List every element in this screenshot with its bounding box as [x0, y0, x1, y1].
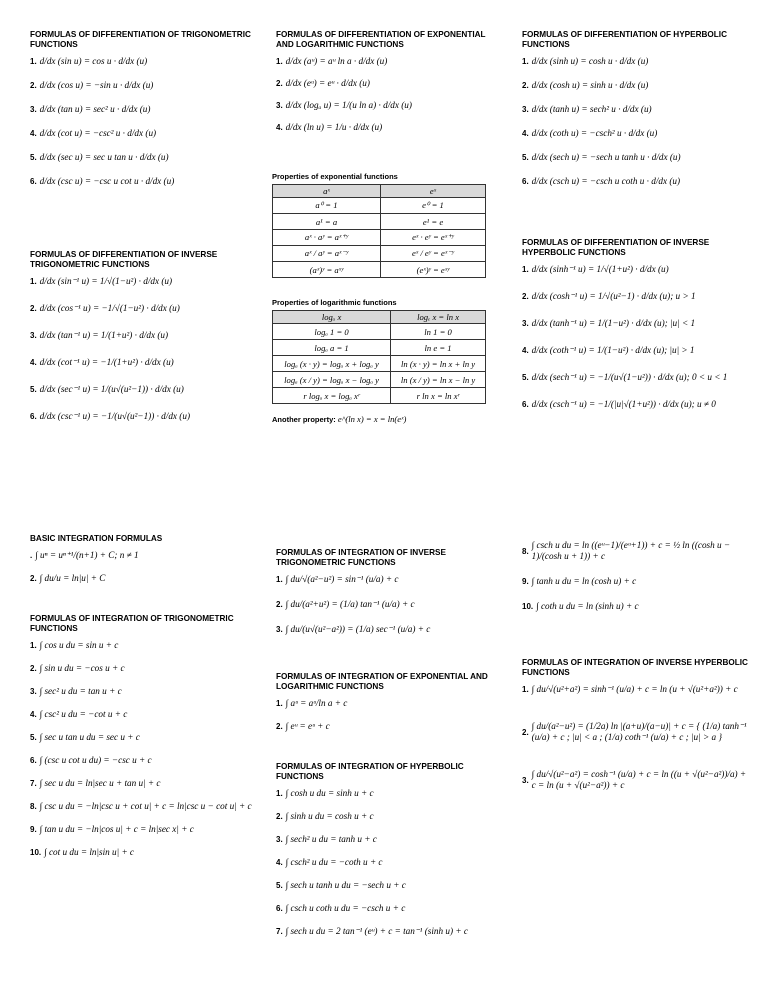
diff-inv-hyp-section	[522, 238, 752, 426]
formula-item	[30, 176, 255, 187]
formula-item	[30, 330, 255, 341]
formula-text: ∫ du/(u√(u²−a²)) = (1/a) sec⁻¹ (u/a) + c	[285, 624, 431, 634]
table-cell: (eˣ)ʸ = eˣʸ	[380, 262, 485, 278]
formula-number: 2.	[522, 727, 529, 737]
table-cell: e¹ = e	[380, 214, 485, 230]
table-header: eˣ	[380, 185, 485, 198]
table-row	[273, 356, 486, 372]
formula-text: ∫ csc² u du = −cot u + c	[39, 709, 128, 719]
formula-number: 2.	[276, 722, 283, 731]
int-trig-heading: FORMULAS OF INTEGRATION OF TRIGONOMETRIC FUNCTIONS	[30, 614, 234, 633]
formula-number: 2.	[522, 292, 529, 301]
formula-number: 3.	[522, 775, 529, 785]
formula-item	[276, 574, 501, 585]
formula-item	[30, 128, 255, 139]
formula-item	[522, 104, 752, 115]
formula-text: ∫ du/√(u²+a²) = sinh⁻¹ (u/a) + c = ln (u + √(u²+a²)) + c	[531, 684, 738, 694]
formula-item	[276, 100, 501, 111]
formula-item	[522, 601, 752, 612]
formula-text: d/dx (csch u) = −csch u coth u · d/dx (u)	[531, 176, 681, 186]
formula-text: d/dx (sinh u) = cosh u · d/dx (u)	[531, 56, 649, 66]
formula-number: 5.	[276, 881, 283, 890]
formula-text: ∫ uⁿ = uⁿ⁺¹/(n+1) + C; n ≠ 1	[35, 550, 139, 560]
formula-number: 4.	[276, 858, 283, 867]
formula-item	[30, 755, 255, 766]
table-cell: ln (x · y) = ln x + ln y	[391, 356, 486, 372]
formula-text: d/dx (cot⁻¹ u) = −1/(1+u²) · d/dx (u)	[39, 357, 174, 367]
formula-item	[276, 698, 501, 709]
table-row	[273, 214, 486, 230]
int-trig-section	[30, 614, 255, 870]
formula-item	[522, 372, 752, 383]
formula-text: d/dx (cos u) = −sin u · d/dx (u)	[39, 80, 154, 90]
exp-props-title: Properties of exponential functions	[272, 172, 398, 181]
formula-number: 5.	[30, 385, 37, 394]
formula-text: d/dx (sin⁻¹ u) = 1/√(1−u²) · d/dx (u)	[39, 276, 173, 286]
exp-props-table	[272, 184, 486, 278]
formula-text: ∫ du/(a²−u²) = (1/2a) ln |(a+u)/(a−u)| + c = { (1/a) tanh⁻¹ (u/a) + c ; |u| < a ; (1/a) coth⁻¹ (u/a) + c ; |u| > a }	[531, 721, 747, 742]
formula-number: 10.	[522, 602, 534, 611]
exp-props-section	[272, 172, 487, 278]
formula-item	[522, 152, 752, 163]
formula-number: 5.	[30, 153, 37, 162]
int-hyp-section	[276, 762, 501, 949]
formula-text: d/dx (cosh u) = sinh u · d/dx (u)	[531, 80, 649, 90]
table-cell: logₐ (x / y) = logₐ x − logₐ y	[273, 372, 391, 388]
formula-item	[30, 152, 255, 163]
formula-item	[522, 128, 752, 139]
table-row	[273, 262, 486, 278]
formula-text: ∫ csch u coth u du = −csch u + c	[285, 903, 406, 913]
formula-text: d/dx (csch⁻¹ u) = −1/(|u|√(1+u²)) · d/dx (u); u ≠ 0	[531, 399, 716, 409]
formula-item	[276, 880, 501, 891]
formula-item	[522, 576, 752, 587]
formula-item	[276, 624, 501, 635]
formula-number: 4.	[30, 710, 37, 719]
formula-text: ∫ du/u = ln|u| + C	[39, 573, 106, 583]
formula-item	[30, 847, 255, 858]
table-cell: r logₐ x = logₐ xʳ	[273, 388, 391, 404]
formula-number: 9.	[522, 577, 529, 586]
formula-item	[522, 345, 752, 356]
formula-item	[30, 824, 255, 835]
table-row	[273, 340, 486, 356]
formula-text: d/dx (cosh⁻¹ u) = 1/√(u²−1) · d/dx (u); u > 1	[531, 291, 696, 301]
formula-number: 2.	[30, 304, 37, 313]
formula-text: d/dx (eᵘ) = eᵘ · d/dx (u)	[285, 78, 370, 88]
log-props-title: Properties of logarithmic functions	[272, 298, 397, 307]
formula-text: ∫ csch u du = ln ((eᵘ−1)/(eᵘ+1)) + c = ½ ln ((cosh u − 1)/(cosh u + 1)) + c	[531, 540, 731, 561]
formula-item	[522, 540, 752, 562]
formula-item	[276, 926, 501, 937]
table-cell: logₐ a = 1	[273, 340, 391, 356]
table-cell: ln e = 1	[391, 340, 486, 356]
formula-text: d/dx (aᵘ) = aᵘ ln a · d/dx (u)	[285, 56, 388, 66]
table-cell: logₐ (x · y) = logₐ x + logₐ y	[273, 356, 391, 372]
table-row	[273, 372, 486, 388]
formula-number: 4.	[30, 129, 37, 138]
formula-text: ∫ csch² u du = −coth u + c	[285, 857, 383, 867]
formula-number: 8.	[30, 802, 37, 811]
formula-number: 4.	[276, 123, 283, 132]
table-cell: (aˣ)ʸ = aˣʸ	[273, 262, 381, 278]
formula-number: 6.	[276, 904, 283, 913]
formula-number: 3.	[30, 687, 37, 696]
formula-text: d/dx (tan u) = sec² u · d/dx (u)	[39, 104, 151, 114]
formula-text: ∫ csc u du = −ln|csc u + cot u| + c = ln|csc u − cot u| + c	[39, 801, 252, 811]
formula-text: ∫ tan u du = −ln|cos u| + c = ln|sec x| + c	[39, 824, 194, 834]
formula-item	[30, 663, 255, 674]
formula-number: 6.	[522, 177, 529, 186]
table-cell: aˣ · aʸ = aˣ⁺ʸ	[273, 230, 381, 246]
int-exp-log-section	[276, 672, 501, 744]
int-exp-log-heading: FORMULAS OF INTEGRATION OF EXPONENTIAL AND LOGARITHMIC FUNCTIONS	[276, 672, 488, 691]
formula-number: .	[30, 551, 33, 560]
formula-number: 7.	[30, 779, 37, 788]
formula-item	[276, 721, 501, 732]
formula-number: 2.	[276, 600, 283, 609]
formula-number: 2.	[30, 664, 37, 673]
formula-text: d/dx (logₐ u) = 1/(u ln a) · d/dx (u)	[285, 100, 412, 110]
formula-number: 7.	[276, 927, 283, 936]
table-row	[273, 198, 486, 214]
formula-number: 1.	[522, 685, 529, 694]
formula-item	[30, 80, 255, 91]
formula-number: 5.	[522, 153, 529, 162]
formula-text: ∫ du/√(a²−u²) = sin⁻¹ (u/a) + c	[285, 574, 399, 584]
formula-number: 1.	[522, 265, 529, 274]
formula-number: 6.	[30, 412, 37, 421]
int-basic-section	[30, 534, 255, 596]
formula-item	[30, 640, 255, 651]
int-hyp-cont-section	[522, 540, 752, 626]
formula-item	[30, 801, 255, 812]
formula-text: d/dx (sec⁻¹ u) = 1/(u√(u²−1)) · d/dx (u)	[39, 384, 184, 394]
formula-number: 2.	[522, 81, 529, 90]
formula-text: ∫ coth u du = ln (sinh u) + c	[536, 601, 639, 611]
formula-number: 1.	[30, 277, 37, 286]
log-props-section	[272, 298, 487, 424]
formula-item	[276, 788, 501, 799]
formula-number: 2.	[276, 812, 283, 821]
formula-text: ∫ (csc u cot u du) = −csc u + c	[39, 755, 152, 765]
int-inv-hyp-section	[522, 658, 752, 817]
formula-number: 10.	[30, 848, 42, 857]
formula-item	[522, 399, 752, 410]
formula-item	[30, 411, 255, 422]
formula-item	[30, 686, 255, 697]
formula-text: d/dx (sech u) = −sech u tanh u · d/dx (u)	[531, 152, 681, 162]
formula-item	[30, 778, 255, 789]
formula-number: 3.	[522, 319, 529, 328]
formula-item	[30, 384, 255, 395]
table-row	[273, 324, 486, 340]
formula-text: ∫ sech² u du = tanh u + c	[285, 834, 377, 844]
formula-item	[276, 56, 501, 67]
table-row	[273, 230, 486, 246]
diff-trig-heading: FORMULAS OF DIFFERENTIATION OF TRIGONOMETRIC FUNCTIONS	[30, 30, 251, 49]
formula-text: ∫ sec u tan u du = sec u + c	[39, 732, 140, 742]
formula-number: 2.	[276, 79, 283, 88]
formula-item	[30, 573, 255, 584]
formula-number: 3.	[30, 331, 37, 340]
formula-item	[30, 56, 255, 67]
formula-number: 1.	[276, 575, 283, 584]
formula-number: 9.	[30, 825, 37, 834]
formula-item	[522, 684, 752, 695]
diff-inv-hyp-heading: FORMULAS OF DIFFERENTIATION OF INVERSE HYPERBOLIC FUNCTIONS	[522, 238, 710, 257]
formula-text: ∫ du/(a²+u²) = (1/a) tan⁻¹ (u/a) + c	[285, 599, 415, 609]
formula-number: 4.	[522, 129, 529, 138]
formula-item	[522, 318, 752, 329]
formula-text: ∫ sinh u du = cosh u + c	[285, 811, 374, 821]
table-cell: eˣ · eʸ = eˣ⁺ʸ	[380, 230, 485, 246]
formula-item	[522, 264, 752, 275]
int-inv-trig-section	[276, 548, 501, 649]
formula-text: ∫ cot u du = ln|sin u| + c	[44, 847, 135, 857]
formula-item	[522, 176, 752, 187]
formula-item	[522, 721, 752, 743]
another-property-formula: e^(ln x) = x = ln(eˣ)	[337, 414, 407, 424]
table-cell: logₐ 1 = 0	[273, 324, 391, 340]
formula-item	[276, 834, 501, 845]
formula-number: 1.	[276, 57, 283, 66]
diff-exp-log-heading: FORMULAS OF DIFFERENTIATION OF EXPONENTIAL AND LOGARITHMIC FUNCTIONS	[276, 30, 486, 49]
int-basic-heading: BASIC INTEGRATION FORMULAS	[30, 534, 163, 543]
table-header: aˣ	[273, 185, 381, 198]
formula-text: ∫ sin u du = −cos u + c	[39, 663, 125, 673]
table-header: logₑ x = ln x	[391, 311, 486, 324]
table-row	[273, 246, 486, 262]
formula-number: 1.	[276, 699, 283, 708]
formula-item	[522, 291, 752, 302]
int-inv-hyp-heading: FORMULAS OF INTEGRATION OF INVERSE HYPERBOLIC FUNCTIONS	[522, 658, 748, 677]
formula-item	[30, 276, 255, 287]
formula-text: d/dx (cot u) = −csc² u · d/dx (u)	[39, 128, 157, 138]
table-cell: a¹ = a	[273, 214, 381, 230]
table-header: logₐ x	[273, 311, 391, 324]
formula-text: d/dx (coth⁻¹ u) = 1/(1−u²) · d/dx (u); |u| > 1	[531, 345, 695, 355]
formula-text: d/dx (sec u) = sec u tan u · d/dx (u)	[39, 152, 169, 162]
int-inv-trig-heading: FORMULAS OF INTEGRATION OF INVERSE TRIGONOMETRIC FUNCTIONS	[276, 548, 446, 567]
table-cell: a⁰ = 1	[273, 198, 381, 214]
formula-item	[30, 303, 255, 314]
formula-number: 3.	[276, 625, 283, 634]
table-cell: aˣ / aʸ = aˣ⁻ʸ	[273, 246, 381, 262]
formula-item	[30, 550, 255, 561]
diff-hyp-heading: FORMULAS OF DIFFERENTIATION OF HYPERBOLIC FUNCTIONS	[522, 30, 727, 49]
formula-number: 5.	[522, 373, 529, 382]
formula-text: d/dx (sin u) = cos u · d/dx (u)	[39, 56, 148, 66]
table-cell: r ln x = ln xʳ	[391, 388, 486, 404]
formula-number: 3.	[276, 101, 283, 110]
formula-item	[276, 599, 501, 610]
formula-text: ∫ tanh u du = ln (cosh u) + c	[531, 576, 637, 586]
formula-text: d/dx (csc u) = −csc u cot u · d/dx (u)	[39, 176, 175, 186]
formula-number: 4.	[30, 358, 37, 367]
diff-inv-trig-section	[30, 250, 255, 438]
formula-text: d/dx (sech⁻¹ u) = −1/(u√(1−u²)) · d/dx (u); 0 < u < 1	[531, 372, 728, 382]
formula-text: ∫ sech u tanh u du = −sech u + c	[285, 880, 406, 890]
another-property	[272, 414, 487, 424]
formula-text: ∫ sech u du = 2 tan⁻¹ (eᵘ) + c = tan⁻¹ (sinh u) + c	[285, 926, 468, 936]
formula-text: ∫ cosh u du = sinh u + c	[285, 788, 374, 798]
formula-number: 3.	[30, 105, 37, 114]
table-cell: e⁰ = 1	[380, 198, 485, 214]
formula-item	[276, 857, 501, 868]
formula-number: 8.	[522, 546, 529, 556]
formula-number: 6.	[30, 756, 37, 765]
formula-text: d/dx (coth u) = −csch² u · d/dx (u)	[531, 128, 658, 138]
formula-item	[522, 769, 752, 791]
formula-text: d/dx (sinh⁻¹ u) = 1/√(1+u²) · d/dx (u)	[531, 264, 669, 274]
formula-text: ∫ aᵘ = aᵘ/ln a + c	[285, 698, 348, 708]
formula-number: 2.	[30, 574, 37, 583]
formula-number: 1.	[276, 789, 283, 798]
formula-text: d/dx (tanh u) = sech² u · d/dx (u)	[531, 104, 652, 114]
formula-text: d/dx (tanh⁻¹ u) = 1/(1−u²) · d/dx (u); |u| < 1	[531, 318, 696, 328]
formula-item	[30, 709, 255, 720]
table-cell: ln (x / y) = ln x − ln y	[391, 372, 486, 388]
formula-text: ∫ du/√(u²−a²) = cosh⁻¹ (u/a) + c = ln ((u + √(u²−a²))/a) + c = ln (u + √(u²−a²)) + c	[531, 769, 747, 790]
formula-number: 1.	[30, 57, 37, 66]
formula-text: d/dx (ln u) = 1/u · d/dx (u)	[285, 122, 383, 132]
formula-item	[30, 732, 255, 743]
formula-item	[276, 811, 501, 822]
formula-text: ∫ eᵘ = eᵘ + c	[285, 721, 330, 731]
formula-text: ∫ sec² u du = tan u + c	[39, 686, 122, 696]
formula-number: 1.	[30, 641, 37, 650]
formula-text: ∫ cos u du = sin u + c	[39, 640, 119, 650]
diff-inv-trig-heading: FORMULAS OF DIFFERENTIATION OF INVERSE TRIGONOMETRIC FUNCTIONS	[30, 250, 218, 269]
formula-item	[522, 56, 752, 67]
formula-item	[276, 903, 501, 914]
formula-number: 4.	[522, 346, 529, 355]
formula-item	[276, 78, 501, 89]
another-property-label: Another property:	[272, 415, 336, 424]
table-cell: eˣ / eʸ = eˣ⁻ʸ	[380, 246, 485, 262]
log-props-table	[272, 310, 486, 404]
formula-number: 6.	[30, 177, 37, 186]
formula-item	[522, 80, 752, 91]
formula-number: 1.	[522, 57, 529, 66]
diff-hyp-section	[522, 30, 752, 200]
formula-text: d/dx (tan⁻¹ u) = 1/(1+u²) · d/dx (u)	[39, 330, 169, 340]
diff-exp-log-section	[276, 30, 501, 144]
formula-text: d/dx (cos⁻¹ u) = −1/√(1−u²) · d/dx (u)	[39, 303, 180, 313]
formula-text: ∫ sec u du = ln|sec u + tan u| + c	[39, 778, 161, 788]
formula-number: 5.	[30, 733, 37, 742]
diff-trig-section	[30, 30, 255, 200]
table-cell: ln 1 = 0	[391, 324, 486, 340]
formula-text: d/dx (csc⁻¹ u) = −1/(u√(u²−1)) · d/dx (u)	[39, 411, 191, 421]
formula-item	[30, 357, 255, 368]
formula-number: 3.	[276, 835, 283, 844]
table-row	[273, 388, 486, 404]
formula-item	[30, 104, 255, 115]
formula-number: 6.	[522, 400, 529, 409]
formula-item	[276, 122, 501, 133]
formula-number: 2.	[30, 81, 37, 90]
int-hyp-heading: FORMULAS OF INTEGRATION OF HYPERBOLIC FUNCTIONS	[276, 762, 464, 781]
formula-number: 3.	[522, 105, 529, 114]
